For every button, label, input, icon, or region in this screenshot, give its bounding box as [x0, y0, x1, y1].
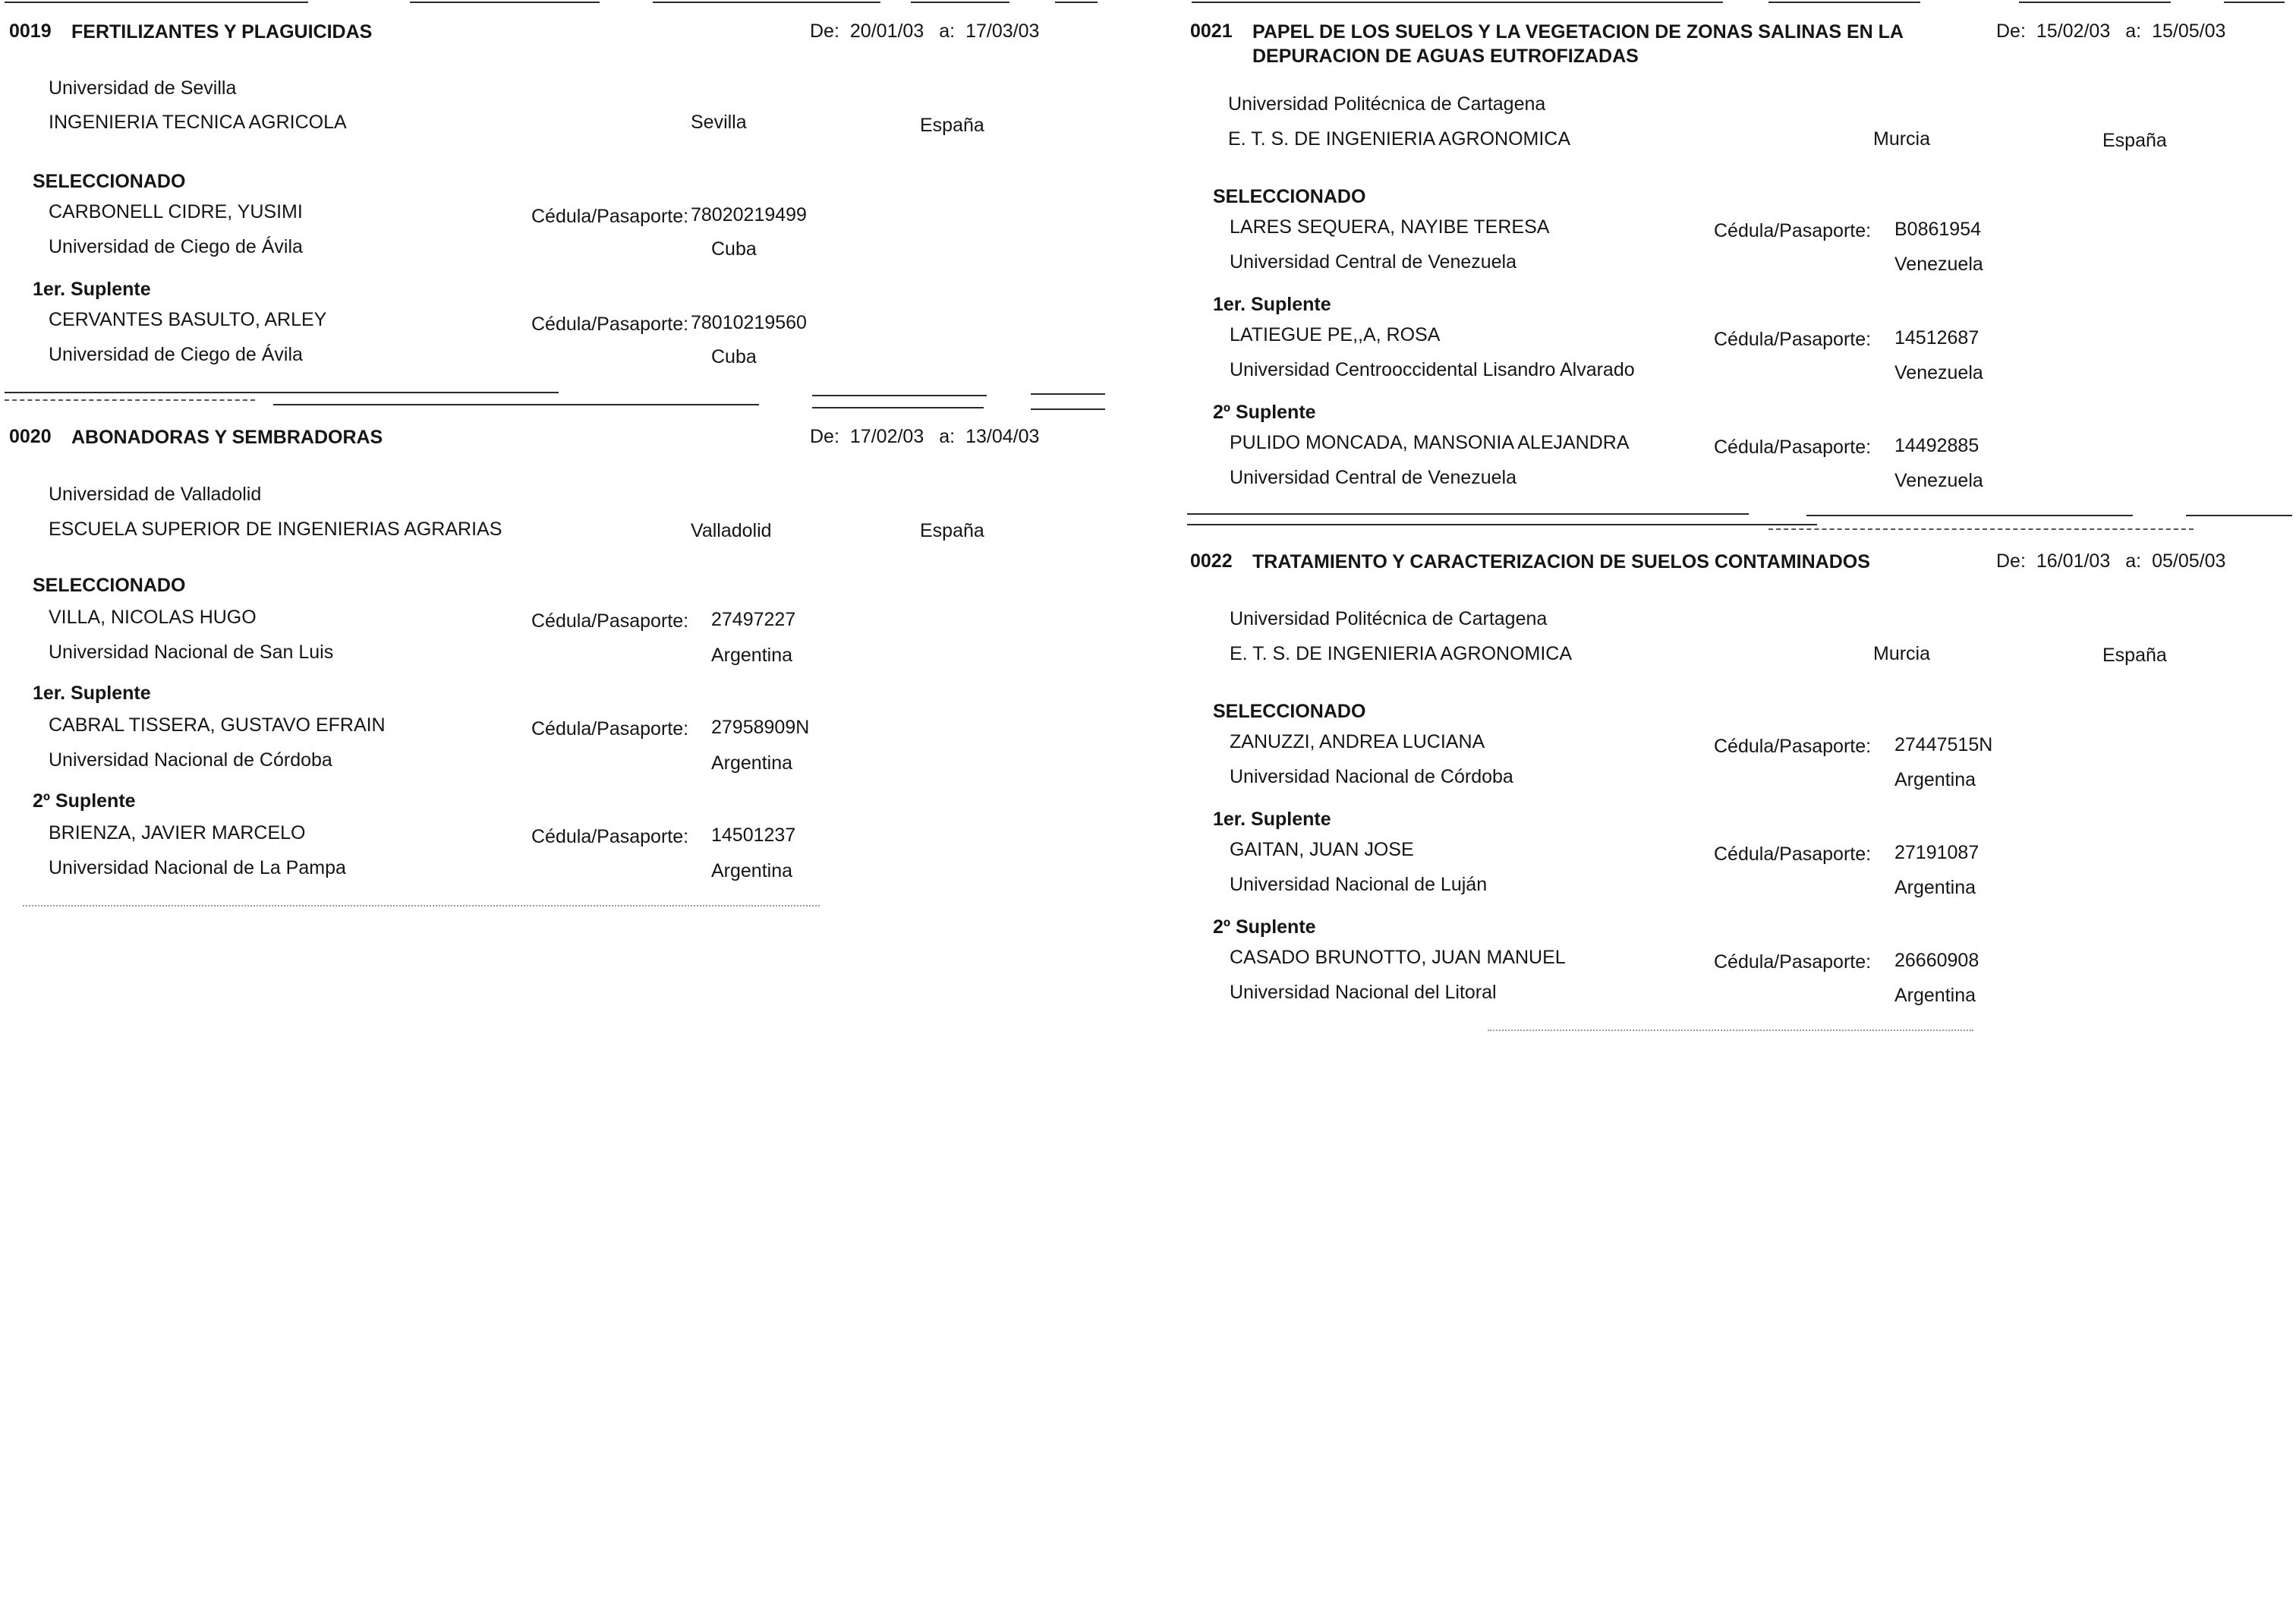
course-title: TRATAMIENTO Y CARACTERIZACION DE SUELOS CONTAMINADOS [1252, 551, 1870, 572]
host-country: España [920, 115, 984, 136]
first-substitute-heading: 1er. Suplente [1213, 294, 1331, 315]
course-dates [1996, 20, 2225, 43]
first-substitute-name: CERVANTES BASULTO, ARLEY [49, 309, 327, 330]
separator-rule-14 [1488, 1030, 1973, 1031]
selected-name: LARES SEQUERA, NAYIBE TERESA [1230, 216, 1550, 238]
host-city: Sevilla [691, 112, 747, 133]
first-substitute-id-label: Cédula/Pasaporte: [1714, 329, 1872, 350]
separator-rule-10 [1187, 524, 1817, 525]
second-substitute-id: 26660908 [1894, 950, 1979, 971]
selected-id: 78020219499 [691, 204, 807, 225]
first-substitute-id: 14512687 [1894, 327, 1979, 348]
selected-heading: SELECCIONADO [1213, 701, 1366, 722]
second-substitute-name: PULIDO MONCADA, MANSONIA ALEJANDRA [1230, 432, 1630, 453]
first-substitute-id-label: Cédula/Pasaporte: [531, 314, 689, 335]
selected-country: Argentina [1894, 769, 1976, 790]
course-title: PAPEL DE LOS SUELOS Y LA VEGETACION DE ZONAS SALINAS EN LA DEPURACION DE AGUAS EUTROFIZADAS [1252, 21, 1904, 67]
selected-university: Universidad Nacional de Córdoba [1230, 766, 1513, 787]
host-university: Universidad de Valladolid [49, 484, 262, 505]
host-school: ESCUELA SUPERIOR DE INGENIERIAS AGRARIAS [49, 519, 502, 540]
date-from: 17/02/03 [849, 426, 924, 447]
top-rule-left-4 [911, 2, 1009, 3]
host-university: Universidad Politécnica de Cartagena [1230, 608, 1548, 629]
second-substitute-university: Universidad Nacional del Litoral [1230, 982, 1497, 1003]
course-code: 0022 [1190, 550, 1233, 572]
host-city: Murcia [1873, 643, 1931, 664]
course-title: FERTILIZANTES Y PLAGUICIDAS [71, 21, 373, 43]
separator-rule-6 [1031, 393, 1105, 395]
first-substitute-university: Universidad Centrooccidental Lisandro Alvarado [1230, 359, 1635, 380]
host-country: España [2102, 645, 2167, 666]
host-city: Valladolid [691, 520, 772, 541]
second-substitute-country: Venezuela [1894, 470, 1983, 491]
second-substitute-university: Universidad Nacional de La Pampa [49, 857, 346, 878]
course-dates [810, 425, 1039, 448]
date-to: 15/05/03 [2152, 20, 2226, 42]
top-rule-left-1 [5, 2, 308, 3]
top-rule-right-1 [1192, 2, 1723, 3]
second-substitute-name: BRIENZA, JAVIER MARCELO [49, 822, 306, 844]
date-from-label: De: [1996, 20, 2026, 42]
top-rule-right-4 [2224, 2, 2285, 3]
selected-heading: SELECCIONADO [1213, 186, 1366, 207]
first-substitute-country: Argentina [1894, 877, 1976, 898]
host-city: Murcia [1873, 128, 1931, 150]
selected-id-label: Cédula/Pasaporte: [1714, 220, 1872, 241]
selected-country: Argentina [711, 645, 793, 666]
first-substitute-heading: 1er. Suplente [33, 279, 151, 300]
first-substitute-name: LATIEGUE PE,,A, ROSA [1230, 324, 1441, 345]
first-substitute-name: GAITAN, JUAN JOSE [1230, 839, 1414, 860]
course-code: 0021 [1190, 20, 1233, 42]
first-substitute-id-label: Cédula/Pasaporte: [1714, 844, 1872, 865]
date-to-label: a: [939, 20, 956, 42]
selected-heading: SELECCIONADO [33, 171, 186, 192]
date-from: 16/01/03 [2036, 550, 2111, 572]
second-substitute-country: Argentina [711, 860, 793, 881]
first-substitute-university: Universidad Nacional de Luján [1230, 874, 1488, 895]
first-substitute-heading: 1er. Suplente [1213, 809, 1331, 830]
selected-id-label: Cédula/Pasaporte: [531, 610, 689, 632]
date-to: 17/03/03 [965, 20, 1040, 42]
second-substitute-heading: 2º Suplente [1213, 402, 1316, 423]
date-from-label: De: [810, 20, 839, 42]
course-code: 0020 [9, 426, 52, 447]
selected-heading: SELECCIONADO [33, 575, 186, 596]
date-from-label: De: [810, 426, 839, 447]
host-school: E. T. S. DE INGENIERIA AGRONOMICA [1230, 643, 1573, 664]
first-substitute-country: Argentina [711, 752, 793, 774]
top-rule-right-2 [1768, 2, 1920, 3]
separator-rule-7 [1031, 408, 1105, 410]
host-university: Universidad Politécnica de Cartagena [1228, 93, 1546, 115]
selected-university: Universidad de Ciego de Ávila [49, 236, 303, 257]
host-university: Universidad de Sevilla [49, 77, 237, 99]
host-school: E. T. S. DE INGENIERIA AGRONOMICA [1228, 128, 1571, 150]
separator-rule-11 [1768, 528, 2194, 530]
first-substitute-country: Venezuela [1894, 362, 1983, 383]
course-title: ABONADORAS Y SEMBRADORAS [71, 427, 383, 448]
selected-id: B0861954 [1894, 219, 1982, 240]
selected-university: Universidad Central de Venezuela [1230, 251, 1517, 273]
separator-rule-2 [5, 399, 255, 401]
top-rule-right-3 [2019, 2, 2171, 3]
selected-id-label: Cédula/Pasaporte: [1714, 736, 1872, 757]
host-school: INGENIERIA TECNICA AGRICOLA [49, 112, 347, 133]
selected-country: Venezuela [1894, 254, 1983, 275]
second-substitute-heading: 2º Suplente [33, 790, 136, 812]
separator-rule-13 [2186, 515, 2292, 516]
separator-rule-8 [23, 905, 820, 907]
selected-id-label: Cédula/Pasaporte: [531, 206, 689, 227]
first-substitute-university: Universidad Nacional de Córdoba [49, 749, 332, 771]
first-substitute-id-label: Cédula/Pasaporte: [531, 718, 689, 739]
separator-rule-5 [812, 407, 984, 408]
top-rule-left-3 [653, 2, 880, 3]
first-substitute-name: CABRAL TISSERA, GUSTAVO EFRAIN [49, 714, 386, 736]
first-substitute-id: 78010219560 [691, 312, 807, 333]
separator-rule-4 [812, 395, 987, 396]
second-substitute-heading: 2º Suplente [1213, 916, 1316, 938]
first-substitute-heading: 1er. Suplente [33, 683, 151, 704]
date-from: 15/02/03 [2036, 20, 2111, 42]
top-rule-left-2 [410, 2, 600, 3]
second-substitute-id-label: Cédula/Pasaporte: [1714, 437, 1872, 458]
second-substitute-country: Argentina [1894, 985, 1976, 1006]
separator-rule-1 [5, 392, 559, 393]
first-substitute-id: 27191087 [1894, 842, 1979, 863]
selected-id: 27447515N [1894, 734, 1993, 755]
course-dates [1996, 550, 2225, 572]
second-substitute-university: Universidad Central de Venezuela [1230, 467, 1517, 488]
date-from-label: De: [1996, 550, 2026, 572]
selected-name: VILLA, NICOLAS HUGO [49, 607, 257, 628]
selected-university: Universidad Nacional de San Luis [49, 642, 334, 663]
separator-rule-3 [273, 404, 759, 405]
host-country: España [2102, 130, 2167, 151]
first-substitute-university: Universidad de Ciego de Ávila [49, 344, 303, 365]
selected-country: Cuba [711, 238, 757, 260]
top-rule-left-5 [1055, 2, 1098, 3]
second-substitute-id: 14492885 [1894, 435, 1979, 456]
date-to: 13/04/03 [965, 426, 1040, 447]
separator-rule-12 [1806, 515, 2133, 516]
selected-name: ZANUZZI, ANDREA LUCIANA [1230, 731, 1485, 752]
separator-rule-9 [1187, 513, 1749, 515]
host-country: España [920, 520, 984, 541]
date-to-label: a: [2125, 550, 2142, 572]
selected-name: CARBONELL CIDRE, YUSIMI [49, 201, 303, 222]
second-substitute-id-label: Cédula/Pasaporte: [531, 826, 689, 847]
date-to-label: a: [2125, 20, 2142, 42]
second-substitute-id: 14501237 [711, 825, 796, 846]
second-substitute-name: CASADO BRUNOTTO, JUAN MANUEL [1230, 947, 1566, 968]
date-to: 05/05/03 [2152, 550, 2226, 572]
course-dates [810, 20, 1039, 43]
second-substitute-id-label: Cédula/Pasaporte: [1714, 951, 1872, 973]
date-to-label: a: [939, 426, 956, 447]
course-code: 0019 [9, 20, 52, 42]
first-substitute-id: 27958909N [711, 717, 810, 738]
date-from: 20/01/03 [849, 20, 924, 42]
first-substitute-country: Cuba [711, 346, 757, 367]
selected-id: 27497227 [711, 609, 796, 630]
